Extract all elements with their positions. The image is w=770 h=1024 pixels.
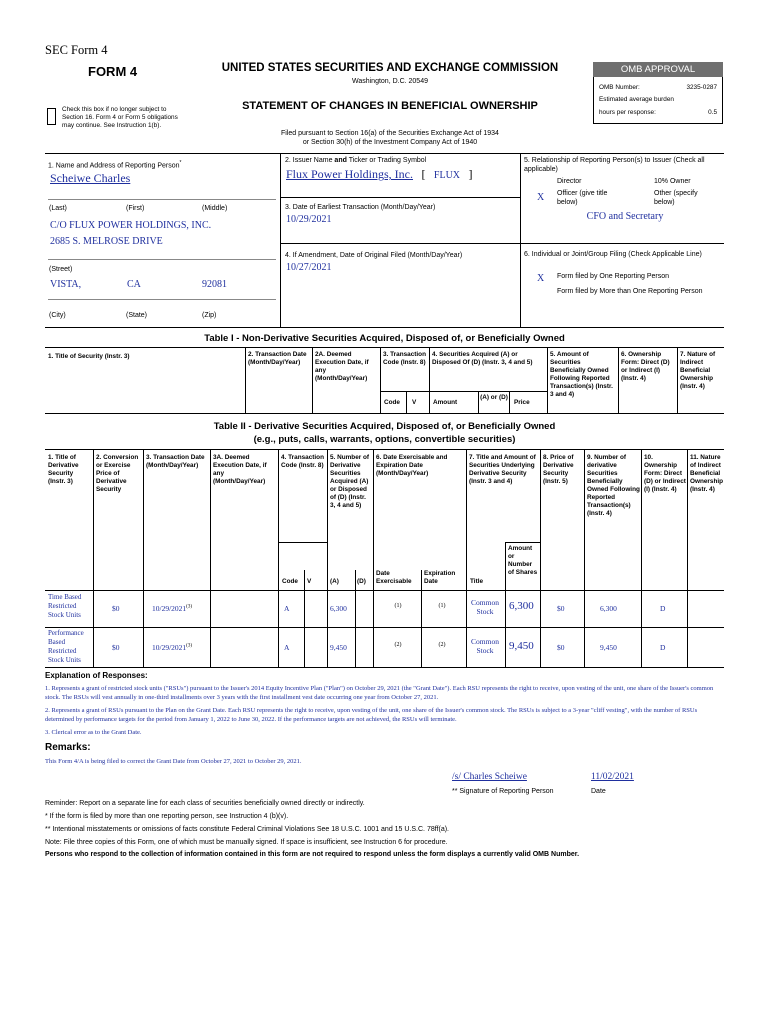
box1-label <box>48 159 181 171</box>
box2-label-pre: 2. Issuer Name <box>285 157 335 164</box>
commission-title: UNITED STATES SECURITIES AND EXCHANGE COMMISSION <box>221 62 559 74</box>
ten-percent-owner-label: 10% Owner <box>654 178 691 185</box>
t2-h8: 8. Price of Derivative Security (Instr. 5) <box>543 454 574 485</box>
row2-owned: 9,450 <box>600 643 617 652</box>
t2-h9: 9. Number of derivative Securities Beneficially Owned Following Reported Transaction(s) (Instr. 4) <box>587 454 640 517</box>
address-line-1: C/O FLUX POWER HOLDINGS, INC. <box>50 220 212 231</box>
hours-value: 0.5 <box>708 109 717 116</box>
omb-number-value: 3235-0287 <box>686 84 717 91</box>
row1-exercisable: (1) <box>394 603 402 609</box>
row2-exercisable: (2) <box>394 642 402 648</box>
ticker-symbol: FLUX <box>433 170 461 181</box>
omb-number-label: OMB Number: <box>599 84 640 91</box>
address-line-2: 2685 S. MELROSE DRIVE <box>50 236 163 247</box>
zip-value: 92081 <box>202 279 227 290</box>
other-label: Other (specify below) <box>654 190 698 206</box>
t1-h1: 1. Title of Security (Instr. 3) <box>48 353 130 360</box>
t1-h3: 3. Transaction Code (Instr. 8) <box>383 351 426 366</box>
box2-label-post: Ticker or Trading Symbol <box>346 157 427 164</box>
t2-expiration-date: Expiration Date <box>424 570 456 585</box>
filed-line-1: Filed pursuant to Section 16(a) of the Securities Exchange Act of 1934 <box>281 130 499 137</box>
burden-label: Estimated average burden <box>599 96 674 103</box>
checkbox-text: Check this box if no longer subject to Section 16. Form 4 or Form 5 obligations may continue. See Instruction 1(b). <box>62 106 178 129</box>
box1-star: * <box>179 160 182 166</box>
t2-h3a: 3A. Deemed Execution Date, if any (Month/Day/Year) <box>213 454 267 485</box>
row2-expiration: (2) <box>438 642 446 648</box>
filed-line-2: or Section 30(h) of the Investment Company Act of 1940 <box>302 139 478 146</box>
row1-security: Common Stock <box>471 598 499 616</box>
row1-expiration: (1) <box>438 603 446 609</box>
row1-form: D <box>660 604 666 613</box>
row2-security: Common Stock <box>471 637 499 655</box>
box6-label: 6. Individual or Joint/Group Filing (Check Applicable Line) <box>524 251 702 258</box>
officer-title: CFO and Secretary <box>586 211 664 222</box>
t1-amount: Amount <box>433 399 458 406</box>
officer-check-x[interactable]: X <box>537 192 545 203</box>
t2-title: Title <box>470 578 484 585</box>
earliest-transaction-date: 10/29/2021 <box>286 214 332 225</box>
box3-label: 3. Date of Earliest Transaction (Month/Day/Year) <box>285 204 436 211</box>
footer-multiple-persons: * If the form is filed by more than one reporting person, see Instruction 4 (b)(v). <box>45 813 289 820</box>
t1-h2: 2. Transaction Date (Month/Day/Year) <box>248 351 307 366</box>
officer-label: Officer (give title below) <box>557 190 608 206</box>
row1-title: Time Based Restricted Stock Units <box>48 593 82 619</box>
row1-date: 10/29/2021 <box>152 604 187 613</box>
t1-ad: (A) or (D) <box>480 394 508 401</box>
last-label: (Last) <box>49 205 67 212</box>
t2-h7: 7. Title and Amount of Securities Underlying Derivative Security (Instr. 3 and 4) <box>469 454 536 485</box>
t2-h2: 2. Conversion or Exercise Price of Derivative Security <box>96 454 139 493</box>
page-label: SEC Form 4 <box>45 43 108 57</box>
t1-h2a: 2A. Deemed Execution Date, if any (Month/Day/Year) <box>315 351 369 382</box>
row2-acquired: 9,450 <box>330 643 347 652</box>
table1-title: Table I - Non-Derivative Securities Acquired, Disposed of, or Beneficially Owned <box>204 333 565 344</box>
row2-price8: $0 <box>557 643 565 652</box>
state-value: CA <box>127 279 141 290</box>
row1-owned: 6,300 <box>600 604 617 613</box>
t2-d: (D) <box>357 578 366 585</box>
row1-price: $0 <box>112 604 120 613</box>
t2-h5: 5. Number of Derivative Securities Acquired (A) or Disposed of (D) (Instr. 3, 4 and 5) <box>330 454 370 509</box>
t1-h5: 5. Amount of Securities Beneficially Owned Following Reported Transaction(s) (Instr. 3 and 4) <box>550 351 613 398</box>
row2-footnote: (3) <box>186 643 193 649</box>
zip-label: (Zip) <box>202 312 217 319</box>
statement-title: STATEMENT OF CHANGES IN BENEFICIAL OWNERSHIP <box>242 100 538 112</box>
state-label: (State) <box>126 312 148 319</box>
row2-shares: 9,450 <box>509 640 534 652</box>
row2-date: 10/29/2021 <box>152 643 187 652</box>
section16-checkbox[interactable] <box>47 108 56 125</box>
box4-label: 4. If Amendment, Date of Original Filed (Month/Day/Year) <box>285 252 463 259</box>
row2-price: $0 <box>112 643 120 652</box>
t2-h6: 6. Date Exercisable and Expiration Date (Month/Day/Year) <box>376 454 448 477</box>
row1-price8: $0 <box>557 604 565 613</box>
t1-h4: 4. Securities Acquired (A) or Disposed Of (D) (Instr. 3, 4 and 5) <box>432 351 533 366</box>
row1-code: A <box>284 604 290 613</box>
city-value: VISTA, <box>50 279 82 290</box>
t1-h7: 7. Nature of Indirect Beneficial Ownership (Instr. 4) <box>680 351 716 390</box>
one-person-check-x[interactable]: X <box>537 273 545 284</box>
t1-v: V <box>412 399 417 406</box>
explanation-title: Explanation of Responses: <box>45 671 148 680</box>
date-label: Date <box>591 788 606 795</box>
footnote-2: 2. Represents a grant of RSUs pursuant to the Plan on the Grant Date. Each RSU represents the right to receive, upon vesting of the unit, one share of the Issuer's common stock. The RSUs is subject to a 3-year "cliff vesting", with the number of RSUs determined by performance targets for the period from January 1, 2022 to June 30, 2022. If the performance targets are not achieved, the RSUs will terminate. <box>45 707 698 723</box>
issuer-name[interactable]: Flux Power Holdings, Inc. <box>286 167 413 181</box>
ticker-open-bracket: [ <box>421 167 426 181</box>
footer-note: Note: File three copies of this Form, one of which must be manually signed. If space is insufficient, see Instruction 6 for procedure. <box>45 839 448 846</box>
t2-h10: 10. Ownership Form: Direct (D) or Indirect (I) (Instr. 4) <box>644 454 686 493</box>
more-persons-label: Form filed by More than One Reporting Person <box>557 288 703 295</box>
row1-footnote: (3) <box>186 604 193 610</box>
t1-code: Code <box>384 399 400 406</box>
original-filed-date: 10/27/2021 <box>286 262 332 273</box>
issuer-line <box>286 165 472 183</box>
street-label: (Street) <box>49 266 73 273</box>
table2-title-1: Table II - Derivative Securities Acquired, Disposed of, or Beneficially Owned <box>213 421 556 432</box>
remarks-text: This Form 4/A is being filed to correct the Grant Date from October 27, 2021 to October 29, 2021. <box>45 758 302 765</box>
t2-code: Code <box>282 578 298 585</box>
footer-reminder: Reminder: Report on a separate line for each class of securities beneficially owned directly or indirectly. <box>45 800 365 807</box>
signature-date: 11/02/2021 <box>591 772 634 782</box>
signature: /s/ Charles Scheiwe <box>452 772 527 782</box>
t2-amount-shares: Amount or Number of Shares <box>508 545 538 576</box>
t2-h1: 1. Title of Derivative Security (Instr. 3) <box>48 454 79 485</box>
t2-a: (A) <box>330 578 339 585</box>
row1-acquired: 6,300 <box>330 604 347 613</box>
hours-label: hours per response: <box>599 109 656 116</box>
t1-h6: 6. Ownership Form: Direct (D) or Indirect (I) (Instr. 4) <box>621 351 670 382</box>
one-person-label: Form filed by One Reporting Person <box>557 273 670 280</box>
footnote-3: 3. Clerical error as to the Grant Date. <box>45 729 142 736</box>
city-label: (City) <box>49 312 66 319</box>
director-label: Director <box>557 178 582 185</box>
box1-label-text: 1. Name and Address of Reporting Person <box>48 162 180 170</box>
row2-title: Performance Based Restricted Stock Units <box>48 629 84 664</box>
row1-shares: 6,300 <box>509 600 534 612</box>
footer-misstatements: ** Intentional misstatements or omissions of facts constitute Federal Criminal Violations See 18 U.S.C. 1001 and 15 U.S.C. 78ff(a). <box>45 826 449 833</box>
footer-omb-notice: Persons who respond to the collection of information contained in this form are not required to respond unless the form displays a currently valid OMB Number. <box>45 851 580 858</box>
form-title: FORM 4 <box>88 64 138 79</box>
footnote-1: 1. Represents a grant of restricted stock units ("RSUs") pursuant to the Issuer's 2014 Equity Incentive Plan ("Plan") on October 29, 2021 (the "Grant Date"). Each RSU represents the right to receive, upon vesting of the unit, one share of the Issuer's common stock. The RSUs will vest annually in one-third installments over 3 years with the first installment vest date occurring one year from October 27, 2021. <box>45 685 714 701</box>
row2-code: A <box>284 643 290 652</box>
t2-h4: 4. Transaction Code (Instr. 8) <box>281 454 324 469</box>
remarks-title: Remarks: <box>45 742 91 753</box>
t2-h11: 11. Nature of Indirect Beneficial Ownership (Instr. 4) <box>690 454 724 493</box>
omb-title: OMB APPROVAL <box>593 62 723 77</box>
box5-label: 5. Relationship of Reporting Person(s) to Issuer (Check all applicable) <box>524 157 705 173</box>
t2-date-exercisable: Date Exercisable <box>376 570 412 585</box>
middle-label: (Middle) <box>202 205 228 212</box>
signature-label: ** Signature of Reporting Person <box>452 788 554 795</box>
t2-v: V <box>307 578 312 585</box>
reporting-person-name[interactable]: Scheiwe Charles <box>50 171 131 185</box>
table2-title-2: (e.g., puts, calls, warrants, options, convertible securities) <box>253 434 516 445</box>
t1-price: Price <box>514 399 530 406</box>
t2-h3: 3. Transaction Date (Month/Day/Year) <box>146 454 205 469</box>
box2-label-and: and <box>334 157 347 164</box>
row2-form: D <box>660 643 666 652</box>
washington-line: Washington, D.C. 20549 <box>351 78 428 85</box>
ticker-close-bracket: ] <box>468 167 473 181</box>
first-label: (First) <box>126 205 145 212</box>
